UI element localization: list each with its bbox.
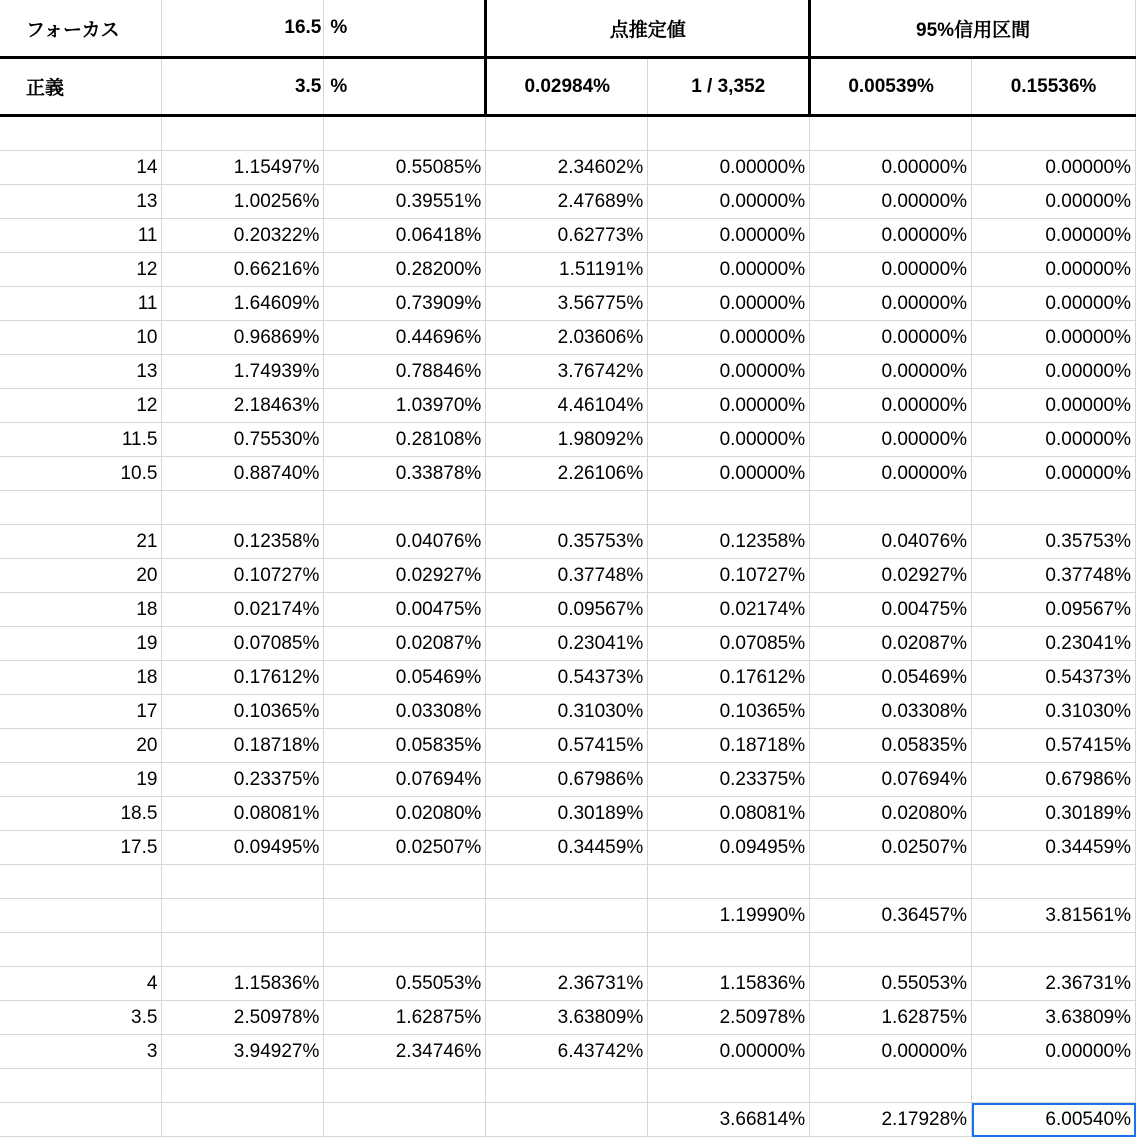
table-cell[interactable] (324, 1069, 486, 1103)
table-cell[interactable] (162, 899, 324, 933)
table-cell[interactable]: 4.46104% (486, 389, 648, 423)
table-cell[interactable]: 0.08081% (648, 797, 810, 831)
table-cell[interactable]: 0.00000% (648, 423, 810, 457)
table-cell[interactable] (972, 865, 1136, 899)
table-cell[interactable]: 21 (0, 525, 162, 559)
table-cell[interactable]: 0.36457% (810, 899, 972, 933)
point-estimate-ratio-cell[interactable]: 1 / 3,352 (648, 58, 810, 116)
table-cell[interactable]: 14 (0, 151, 162, 185)
table-cell[interactable]: 0.07085% (162, 627, 324, 661)
table-cell[interactable]: 0.00000% (810, 1035, 972, 1069)
justice-value-cell[interactable]: 3.5 (162, 58, 324, 116)
table-cell[interactable]: 0.31030% (486, 695, 648, 729)
table-cell[interactable]: 3 (0, 1035, 162, 1069)
table-cell[interactable]: 0.05469% (324, 661, 486, 695)
table-cell[interactable]: 2.34602% (486, 151, 648, 185)
point-estimate-header[interactable]: 点推定値 (486, 0, 810, 58)
table-cell[interactable]: 0.54373% (972, 661, 1136, 695)
table-cell[interactable]: 0.04076% (810, 525, 972, 559)
table-row (0, 899, 1136, 933)
table-cell[interactable]: 0.75530% (162, 423, 324, 457)
table-cell[interactable]: 0.67986% (972, 763, 1136, 797)
table-cell[interactable]: 17 (0, 695, 162, 729)
table-cell[interactable] (162, 933, 324, 967)
table-cell[interactable] (486, 116, 648, 151)
table-cell[interactable]: 3.94927% (162, 1035, 324, 1069)
table-cell[interactable] (324, 899, 486, 933)
table-cell[interactable]: 0.00000% (648, 151, 810, 185)
justice-label-cell[interactable]: 正義 (0, 58, 162, 116)
table-cell[interactable]: 0.00000% (648, 457, 810, 491)
table-cell[interactable]: 0.02174% (162, 593, 324, 627)
table-cell[interactable] (810, 491, 972, 525)
table-cell[interactable]: 0.09495% (648, 831, 810, 865)
table-row (0, 287, 1136, 321)
table-cell[interactable]: 0.30189% (972, 797, 1136, 831)
table-cell[interactable]: 11 (0, 287, 162, 321)
table-cell[interactable] (486, 865, 648, 899)
table-cell[interactable] (0, 491, 162, 525)
table-cell[interactable]: 0.96869% (162, 321, 324, 355)
table-cell[interactable]: 3.76742% (486, 355, 648, 389)
table-cell[interactable]: 0.00000% (810, 219, 972, 253)
table-cell[interactable]: 0.08081% (162, 797, 324, 831)
table-row (0, 185, 1136, 219)
table-cell[interactable]: 0.02507% (324, 831, 486, 865)
table-cell[interactable]: 0.00000% (972, 219, 1136, 253)
focus-value-cell[interactable]: 16.5 (162, 0, 324, 58)
table-cell[interactable]: 0.30189% (486, 797, 648, 831)
ci-high-cell[interactable]: 0.15536% (972, 58, 1136, 116)
table-cell[interactable] (0, 1069, 162, 1103)
table-cell[interactable]: 1.15836% (648, 967, 810, 1001)
table-cell[interactable]: 2.03606% (486, 321, 648, 355)
table-cell[interactable]: 0.02927% (324, 559, 486, 593)
table-cell[interactable]: 1.62875% (324, 1001, 486, 1035)
table-cell[interactable]: 0.23041% (486, 627, 648, 661)
table-cell[interactable]: 0.00000% (972, 457, 1136, 491)
empty-row (0, 1069, 1136, 1103)
table-cell[interactable]: 0.05469% (810, 661, 972, 695)
table-cell[interactable]: 0.18718% (648, 729, 810, 763)
table-cell[interactable]: 0.07085% (648, 627, 810, 661)
table-row (0, 831, 1136, 865)
table-cell[interactable] (324, 865, 486, 899)
table-row (0, 389, 1136, 423)
table-cell[interactable]: 0.20322% (162, 219, 324, 253)
table-cell[interactable]: 1.15836% (162, 967, 324, 1001)
table-row (0, 729, 1136, 763)
table-cell[interactable] (0, 865, 162, 899)
table-cell[interactable]: 2.34746% (324, 1035, 486, 1069)
table-cell[interactable]: 1.64609% (162, 287, 324, 321)
table-cell[interactable]: 18 (0, 593, 162, 627)
table-cell[interactable]: 1.51191% (486, 253, 648, 287)
table-cell[interactable]: 0.00000% (972, 389, 1136, 423)
table-cell[interactable]: 0.17612% (162, 661, 324, 695)
table-cell[interactable] (648, 865, 810, 899)
table-cell[interactable] (486, 933, 648, 967)
table-cell[interactable]: 6.43742% (486, 1035, 648, 1069)
table-cell[interactable]: 0.12358% (648, 525, 810, 559)
table-cell[interactable]: 0.00475% (810, 593, 972, 627)
table-cell[interactable]: 12 (0, 389, 162, 423)
table-cell[interactable]: 0.10365% (162, 695, 324, 729)
table-cell[interactable] (810, 933, 972, 967)
justice-unit-cell[interactable]: % (324, 58, 486, 116)
focus-unit-cell[interactable]: % (324, 0, 486, 58)
table-cell[interactable]: 20 (0, 559, 162, 593)
table-cell[interactable] (486, 1103, 648, 1137)
table-cell[interactable] (486, 1069, 648, 1103)
table-row (0, 253, 1136, 287)
table-cell[interactable]: 0.18718% (162, 729, 324, 763)
table-cell[interactable]: 0.00000% (648, 287, 810, 321)
table-cell[interactable]: 0.37748% (972, 559, 1136, 593)
table-cell[interactable]: 0.00000% (972, 287, 1136, 321)
table-cell[interactable]: 11.5 (0, 423, 162, 457)
table-row (0, 559, 1136, 593)
header-row-2 (0, 58, 1136, 116)
table-row (0, 423, 1136, 457)
table-cell[interactable]: 0.00000% (648, 1035, 810, 1069)
focus-label-cell[interactable]: フォーカス (0, 0, 162, 58)
header-row-1 (0, 0, 1136, 58)
table-cell[interactable]: 0.00000% (810, 423, 972, 457)
empty-row (0, 865, 1136, 899)
table-cell[interactable] (648, 116, 810, 151)
table-cell[interactable]: 0.00000% (648, 389, 810, 423)
table-cell[interactable] (0, 1103, 162, 1137)
table-cell[interactable]: 3.81561% (972, 899, 1136, 933)
table-cell[interactable]: 0.34459% (972, 831, 1136, 865)
table-cell[interactable] (162, 116, 324, 151)
table-cell[interactable] (810, 865, 972, 899)
table-cell[interactable]: 0.10727% (648, 559, 810, 593)
table-cell[interactable]: 1.00256% (162, 185, 324, 219)
table-cell[interactable]: 12 (0, 253, 162, 287)
table-cell[interactable] (0, 933, 162, 967)
table-cell[interactable]: 0.54373% (486, 661, 648, 695)
table-cell[interactable]: 18 (0, 661, 162, 695)
table-cell[interactable]: 17.5 (0, 831, 162, 865)
table-row (0, 1103, 1136, 1137)
table-cell[interactable]: 10.5 (0, 457, 162, 491)
table-cell[interactable]: 0.00000% (648, 185, 810, 219)
table-cell[interactable]: 0.28108% (324, 423, 486, 457)
table-cell[interactable]: 2.26106% (486, 457, 648, 491)
table-cell[interactable]: 0.88740% (162, 457, 324, 491)
table-cell[interactable]: 0.12358% (162, 525, 324, 559)
table-cell[interactable]: 0.00000% (972, 185, 1136, 219)
table-cell[interactable]: 2.50978% (648, 1001, 810, 1035)
table-cell[interactable] (324, 933, 486, 967)
table-cell[interactable]: 10 (0, 321, 162, 355)
table-cell[interactable]: 19 (0, 763, 162, 797)
table-cell[interactable] (486, 899, 648, 933)
table-cell[interactable]: 2.50978% (162, 1001, 324, 1035)
table-cell[interactable] (162, 1103, 324, 1137)
table-cell[interactable]: 0.23041% (972, 627, 1136, 661)
table-cell[interactable]: 0.44696% (324, 321, 486, 355)
table-cell[interactable]: 0.10365% (648, 695, 810, 729)
table-cell[interactable] (324, 116, 486, 151)
table-cell[interactable]: 0.02087% (324, 627, 486, 661)
table-cell[interactable]: 0.00000% (648, 355, 810, 389)
table-cell[interactable]: 2.36731% (486, 967, 648, 1001)
table-cell[interactable] (648, 1069, 810, 1103)
table-cell[interactable]: 0.02080% (324, 797, 486, 831)
table-cell[interactable]: 0.04076% (324, 525, 486, 559)
table-cell[interactable]: 0.09495% (162, 831, 324, 865)
table-cell[interactable]: 0.00000% (810, 389, 972, 423)
table-cell[interactable]: 0.39551% (324, 185, 486, 219)
table-cell[interactable]: 0.06418% (324, 219, 486, 253)
table-cell[interactable]: 0.00000% (972, 253, 1136, 287)
table-cell[interactable]: 2.36731% (972, 967, 1136, 1001)
table-cell[interactable] (972, 116, 1136, 151)
table-cell[interactable]: 19 (0, 627, 162, 661)
table-cell[interactable]: 0.00000% (972, 321, 1136, 355)
table-cell[interactable]: 0.23375% (162, 763, 324, 797)
table-cell[interactable] (162, 865, 324, 899)
table-cell[interactable]: 1.98092% (486, 423, 648, 457)
table-cell[interactable]: 0.57415% (972, 729, 1136, 763)
table-cell[interactable]: 0.28200% (324, 253, 486, 287)
table-cell[interactable]: 2.18463% (162, 389, 324, 423)
table-cell[interactable]: 0.00000% (810, 253, 972, 287)
table-cell[interactable]: 13 (0, 355, 162, 389)
table-cell[interactable]: 0.09567% (972, 593, 1136, 627)
table-cell[interactable]: 3.63809% (486, 1001, 648, 1035)
empty-row (0, 491, 1136, 525)
table-cell[interactable]: 0.02087% (810, 627, 972, 661)
table-cell[interactable]: 3.5 (0, 1001, 162, 1035)
table-cell[interactable]: 0.35753% (972, 525, 1136, 559)
table-cell[interactable]: 0.23375% (648, 763, 810, 797)
table-cell[interactable] (810, 1069, 972, 1103)
table-cell[interactable] (648, 933, 810, 967)
table-cell[interactable]: 0.00000% (972, 355, 1136, 389)
table-cell[interactable]: 11 (0, 219, 162, 253)
table-cell[interactable]: 0.03308% (810, 695, 972, 729)
table-row (0, 763, 1136, 797)
table-cell[interactable]: 0.00000% (810, 457, 972, 491)
table-cell[interactable] (972, 1069, 1136, 1103)
table-cell[interactable]: 2.47689% (486, 185, 648, 219)
table-cell[interactable]: 0.34459% (486, 831, 648, 865)
table-cell[interactable]: 0.73909% (324, 287, 486, 321)
table-cell[interactable] (0, 899, 162, 933)
table-cell[interactable]: 1.15497% (162, 151, 324, 185)
table-cell[interactable]: 0.00000% (810, 151, 972, 185)
table-cell[interactable] (162, 491, 324, 525)
table-row (0, 695, 1136, 729)
table-cell[interactable]: 3.63809% (972, 1001, 1136, 1035)
table-row (0, 219, 1136, 253)
table-cell[interactable]: 0.02080% (810, 797, 972, 831)
table-cell[interactable]: 0.17612% (648, 661, 810, 695)
selected-cell[interactable]: 6.00540% (972, 1103, 1136, 1137)
point-estimate-pct-cell[interactable]: 0.02984% (486, 58, 648, 116)
table-cell[interactable]: 18.5 (0, 797, 162, 831)
table-row (0, 661, 1136, 695)
table-row (0, 355, 1136, 389)
table-cell[interactable] (0, 116, 162, 151)
table-cell[interactable]: 0.37748% (486, 559, 648, 593)
table-cell[interactable]: 0.00000% (648, 219, 810, 253)
table-cell[interactable]: 0.09567% (486, 593, 648, 627)
credible-interval-header[interactable]: 95%信用区間 (810, 0, 1136, 58)
empty-row (0, 933, 1136, 967)
table-cell[interactable]: 1.62875% (810, 1001, 972, 1035)
table-cell[interactable]: 0.00000% (972, 1035, 1136, 1069)
table-cell[interactable]: 0.35753% (486, 525, 648, 559)
table-cell[interactable]: 0.55053% (324, 967, 486, 1001)
table-cell[interactable]: 0.00000% (810, 287, 972, 321)
table-cell[interactable]: 0.02927% (810, 559, 972, 593)
table-row (0, 967, 1136, 1001)
table-row (0, 797, 1136, 831)
table-cell[interactable]: 0.33878% (324, 457, 486, 491)
table-cell[interactable]: 0.66216% (162, 253, 324, 287)
table-cell[interactable]: 0.07694% (810, 763, 972, 797)
table-cell[interactable]: 0.00000% (648, 321, 810, 355)
table-cell[interactable] (324, 491, 486, 525)
table-cell[interactable]: 0.67986% (486, 763, 648, 797)
table-cell[interactable]: 0.00475% (324, 593, 486, 627)
table-row (0, 627, 1136, 661)
table-cell[interactable]: 1.74939% (162, 355, 324, 389)
empty-row (0, 116, 1136, 151)
table-cell[interactable]: 0.55085% (324, 151, 486, 185)
table-cell[interactable]: 20 (0, 729, 162, 763)
table-cell[interactable]: 3.66814% (648, 1103, 810, 1137)
table-cell[interactable] (972, 491, 1136, 525)
table-row (0, 457, 1136, 491)
table-cell[interactable]: 0.05835% (810, 729, 972, 763)
table-cell[interactable]: 0.03308% (324, 695, 486, 729)
table-cell[interactable]: 4 (0, 967, 162, 1001)
table-cell[interactable]: 0.02507% (810, 831, 972, 865)
table-cell[interactable] (324, 1103, 486, 1137)
table-row (0, 593, 1136, 627)
table-cell[interactable]: 0.00000% (810, 355, 972, 389)
table-cell[interactable]: 0.00000% (810, 321, 972, 355)
table-cell[interactable]: 0.57415% (486, 729, 648, 763)
table-row (0, 151, 1136, 185)
table-row (0, 1035, 1136, 1069)
table-cell[interactable]: 0.10727% (162, 559, 324, 593)
table-cell[interactable]: 3.56775% (486, 287, 648, 321)
table-cell[interactable]: 0.31030% (972, 695, 1136, 729)
table-row (0, 321, 1136, 355)
table-cell[interactable] (972, 933, 1136, 967)
table-cell[interactable]: 0.62773% (486, 219, 648, 253)
table-cell[interactable] (162, 1069, 324, 1103)
table-cell[interactable]: 0.00000% (972, 423, 1136, 457)
table-cell[interactable]: 0.00000% (810, 185, 972, 219)
table-cell[interactable]: 0.07694% (324, 763, 486, 797)
table-cell[interactable] (486, 491, 648, 525)
table-cell[interactable]: 1.19990% (648, 899, 810, 933)
table-cell[interactable]: 0.00000% (648, 253, 810, 287)
table-row (0, 525, 1136, 559)
ci-low-cell[interactable]: 0.00539% (810, 58, 972, 116)
table-cell[interactable] (810, 116, 972, 151)
table-cell[interactable]: 0.78846% (324, 355, 486, 389)
table-cell[interactable]: 2.17928% (810, 1103, 972, 1137)
table-cell[interactable]: 0.02174% (648, 593, 810, 627)
table-cell[interactable]: 0.00000% (972, 151, 1136, 185)
table-cell[interactable]: 13 (0, 185, 162, 219)
table-row (0, 1001, 1136, 1035)
table-cell[interactable]: 0.55053% (810, 967, 972, 1001)
table-cell[interactable]: 0.05835% (324, 729, 486, 763)
table-cell[interactable] (648, 491, 810, 525)
table-cell[interactable]: 1.03970% (324, 389, 486, 423)
